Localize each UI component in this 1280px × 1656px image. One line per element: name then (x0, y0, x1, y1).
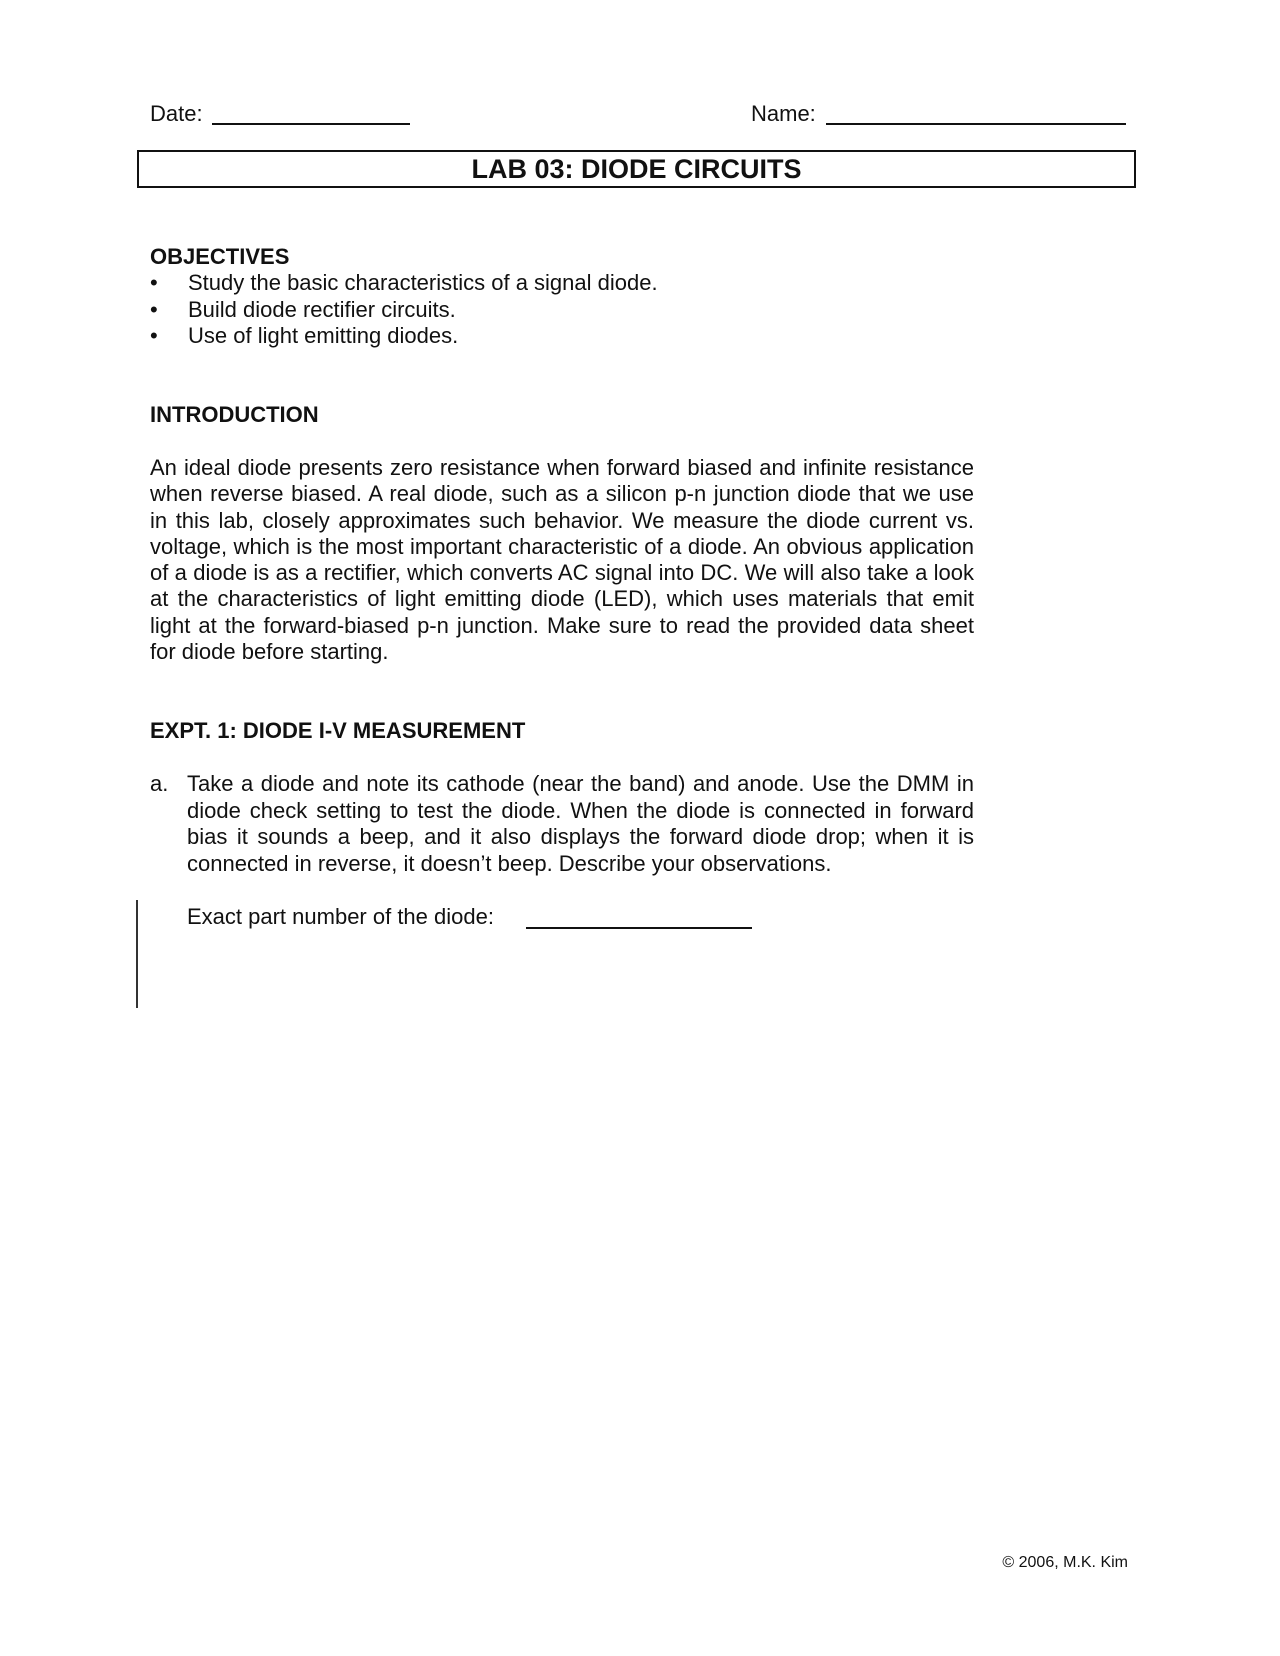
bullet-icon: • (150, 323, 158, 348)
expt1-heading: EXPT. 1: DIODE I-V MEASUREMENT (150, 718, 526, 743)
introduction-paragraph: An ideal diode presents zero resistance when forward biased and infinite resistance when reverse biased. A real diode, such as a silicon p-n junction diode that we use in this lab, closely approximates such behavior. We measure the diode current vs. voltage, which is the most important characteristic of a diode. An obvious application of a diode is as a rectifier, which converts AC signal into DC. We will also take a look at the characteristics of light emitting diode (LED), which uses materials that emit light at the forward-biased p-n junction. Make sure to read the provided data sheet for diode before starting. (150, 455, 974, 664)
item-marker: a. (150, 771, 169, 796)
objective-item (150, 270, 658, 297)
objectives-list (150, 270, 658, 350)
date-blank[interactable] (212, 123, 410, 125)
introduction-heading: INTRODUCTION (150, 402, 319, 427)
part-number-label: Exact part number of the diode: (187, 904, 494, 929)
bullet-icon: • (150, 270, 158, 295)
objectives-heading: OBJECTIVES (150, 244, 290, 269)
objective-text: Study the basic characteristics of a signal diode. (188, 270, 658, 295)
page-title: LAB 03: DIODE CIRCUITS (471, 153, 802, 184)
bullet-icon: • (150, 296, 158, 322)
objective-text: Build diode rectifier circuits. (188, 296, 456, 322)
expt1-item-text: Take a diode and note its cathode (near the band) and anode. Use the DMM in diode check setting to test the diode. When the diode is connected in forward bias it sounds a beep, and it also displays the forward diode drop; when it is connected in reverse, it doesn’t beep. Describe your observations. (187, 771, 974, 876)
date-label: Date: (150, 101, 203, 126)
part-number-blank[interactable] (526, 927, 752, 929)
copyright-footer: © 2006, M.K. Kim (1002, 1554, 1128, 1571)
objective-item (150, 323, 658, 350)
objective-text: Use of light emitting diodes. (188, 323, 459, 348)
margin-bar (136, 900, 138, 1008)
objective-item (150, 297, 658, 324)
name-blank[interactable] (826, 123, 1126, 125)
title-box (137, 150, 1136, 188)
name-label: Name: (751, 101, 816, 126)
